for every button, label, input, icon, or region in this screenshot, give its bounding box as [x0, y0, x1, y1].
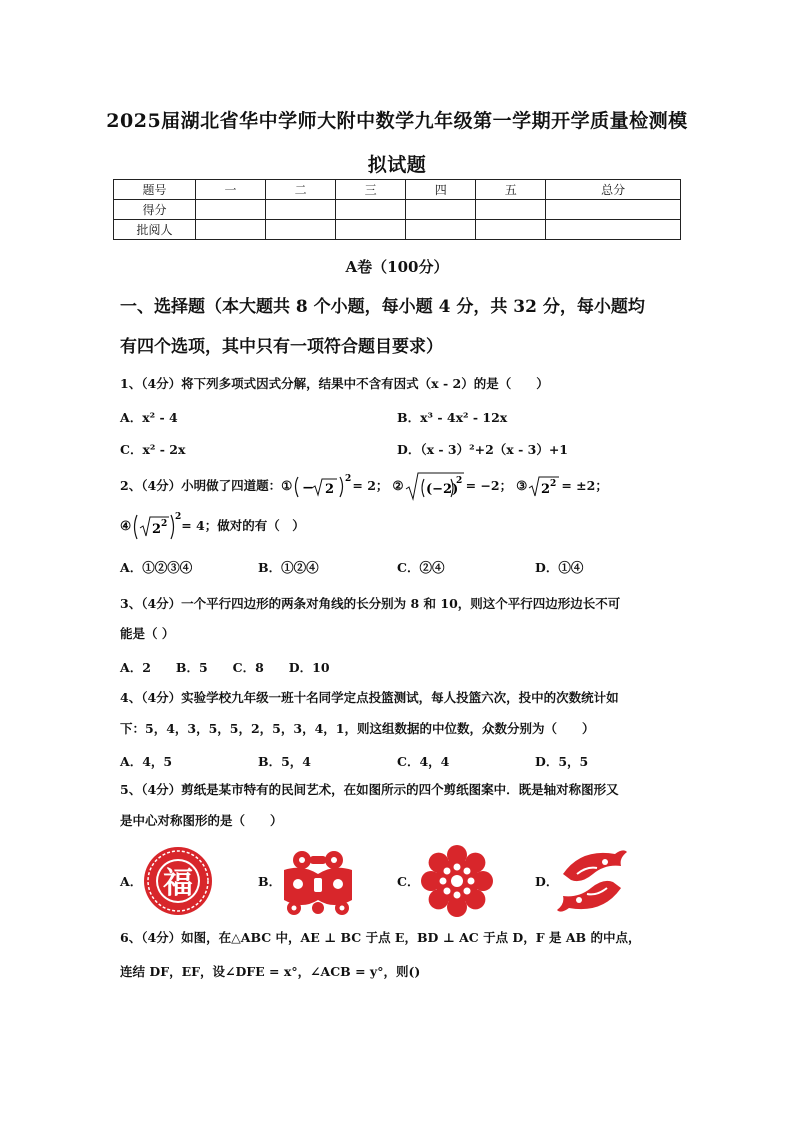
score-table-header-row [114, 180, 681, 200]
part1-heading-line1: 一、选择题（本大题共 8 个小题，每小题 4 分，共 32 分，每小题均 [120, 297, 645, 317]
question-3-stem-line1: 3、（4分）一个平行四边形的两条对角线的长分别为 8 和 10，则这个平行四边形边长不可 [120, 596, 621, 611]
table-header-cell: 总分 [546, 180, 681, 200]
q2-expr2-formula [404, 469, 466, 503]
q2-expr2-exponent: 2 [455, 476, 462, 486]
question-3-stem-line2: 能是（ ） [120, 626, 175, 641]
score-cell[interactable] [406, 200, 476, 220]
row-label: 得分 [114, 200, 196, 220]
q2-expr3-exponent: 2 [550, 479, 557, 489]
table-header-cell: 五 [476, 180, 546, 200]
question-4-stem-line2: 下：5，4，3，5，5，2，5，3，4，1，则这组数据的中位数，众数分别为（ ） [120, 721, 595, 736]
q5-option-a[interactable] [120, 843, 216, 918]
q2-expr3-base: 2 [541, 482, 551, 497]
svg-text:−: − [302, 480, 315, 496]
paper-cut-options [0, 843, 794, 918]
reviewer-row [114, 220, 681, 240]
q5-option-c[interactable] [397, 843, 495, 918]
q2-prefix: 2、（4分）小明做了四道题： [120, 478, 282, 493]
table-header-cell: 题号 [114, 180, 196, 200]
q2-expr4-base: 2 [152, 522, 162, 537]
fish-papercut-icon [553, 844, 631, 918]
fu-character-papercut-icon [138, 844, 216, 918]
reviewer-cell[interactable] [406, 220, 476, 240]
q2-expr2-radicand: (−2) [425, 482, 458, 497]
q2-item3-mark: ③ [516, 478, 528, 493]
score-cell[interactable] [196, 200, 266, 220]
reviewer-cell[interactable] [336, 220, 406, 240]
q5-option-b[interactable] [258, 843, 362, 918]
q4-option-b[interactable]: B．5，4 [258, 754, 311, 769]
q1-option-c[interactable]: C．x² - 2x [120, 442, 186, 457]
flower-papercut-icon [415, 844, 495, 918]
q3-options[interactable]: A．2 B．5 C．8 D．10 [120, 660, 330, 675]
part1-heading-line2: 有四个选项，其中只有一项符合题目要求） [120, 337, 443, 357]
score-row [114, 200, 681, 220]
q2-expr1-exponent: 2 [345, 474, 352, 484]
score-cell[interactable] [336, 200, 406, 220]
q2-expr1-formula [292, 471, 352, 501]
q2-option-b[interactable]: B．①②④ [258, 560, 319, 575]
question-5-stem-line1: 5、（4分）剪纸是某市特有的民间艺术，在如图所示的四个剪纸图案中．既是轴对称图形又 [120, 782, 619, 797]
score-cell[interactable] [266, 200, 336, 220]
q2-option-c[interactable]: C．②④ [397, 560, 445, 575]
row-label: 批阅人 [114, 220, 196, 240]
q2-option-d[interactable]: D．①④ [535, 560, 584, 575]
reviewer-cell[interactable] [476, 220, 546, 240]
reviewer-cell[interactable] [266, 220, 336, 240]
q2-expr3-formula [527, 471, 561, 501]
q2-item2-mark: ② [392, 478, 404, 493]
q4-option-d[interactable]: D．5，5 [535, 754, 589, 769]
table-header-cell: 一 [196, 180, 266, 200]
q2-item1-eq: = 2； [352, 478, 389, 493]
question-2-stem [120, 468, 685, 504]
q1-option-b[interactable]: B．x³ - 4x² - 12x [397, 410, 508, 425]
q5-option-a-label: A． [120, 873, 143, 889]
question-6-stem-line1: 6、（4分）如图，在△ABC 中，AE ⊥ BC 于点 E，BD ⊥ AC 于点 D，F 是 AB 的中点， [120, 930, 641, 945]
question-5-stem-line2: 是中心对称图形的是（ ） [120, 813, 283, 828]
q4-option-c[interactable]: C．4，4 [397, 754, 450, 769]
fu-character: 福 [163, 865, 193, 901]
q5-option-b-label: B． [258, 873, 282, 889]
q2-expr4-inner-exponent: 2 [161, 519, 168, 529]
q2-item3-eq: = ±2； [561, 478, 608, 493]
q2-item4-eq: = 4；做对的有（ ） [181, 518, 305, 533]
table-header-cell: 四 [406, 180, 476, 200]
q1-option-a[interactable]: A．x² - 4 [120, 410, 178, 425]
question-4-stem-line1: 4、（4分）实验学校九年级一班十名同学定点投篮测试，每人投篮六次，投中的次数统计如 [120, 690, 619, 705]
q2-expr4-exponent: 2 [175, 512, 182, 522]
reviewer-cell[interactable] [546, 220, 681, 240]
q5-option-d-label: D． [535, 873, 559, 889]
q2-item2-eq: = −2； [465, 478, 513, 493]
q2-item4-mark: ④ [120, 518, 132, 533]
q1-option-d[interactable]: D．（x - 3）²+2（x - 3）+1 [397, 442, 568, 457]
lion-papercut-icon [276, 844, 362, 918]
score-table [113, 179, 681, 240]
q2-expr4-formula [131, 509, 181, 543]
q4-option-a[interactable]: A．4，5 [120, 754, 173, 769]
q2-expr1-radicand: 2 [325, 482, 335, 497]
q2-item1-mark: ① [281, 478, 293, 493]
table-header-cell: 三 [336, 180, 406, 200]
exam-title-line1: 2025届湖北省华中学师大附中数学九年级第一学期开学质量检测模 [106, 110, 688, 132]
exam-title-line2: 拟试题 [367, 154, 427, 176]
q5-option-c-label: C． [397, 873, 420, 889]
question-1-stem: 1、（4分）将下列多项式因式分解，结果中不含有因式（x - 2）的是（ ） [120, 376, 549, 391]
table-header-cell: 二 [266, 180, 336, 200]
score-cell[interactable] [476, 200, 546, 220]
q5-option-d[interactable] [535, 843, 631, 918]
q2-option-a[interactable]: A．①②③④ [120, 560, 193, 575]
section-a-heading: A卷（100分） [345, 258, 449, 276]
score-cell[interactable] [546, 200, 681, 220]
question-6-stem-line2: 连结 DF，EF，设∠DFE = x°，∠ACB = y°，则() [120, 964, 421, 979]
reviewer-cell[interactable] [196, 220, 266, 240]
question-2-stem-line2 [120, 508, 685, 544]
